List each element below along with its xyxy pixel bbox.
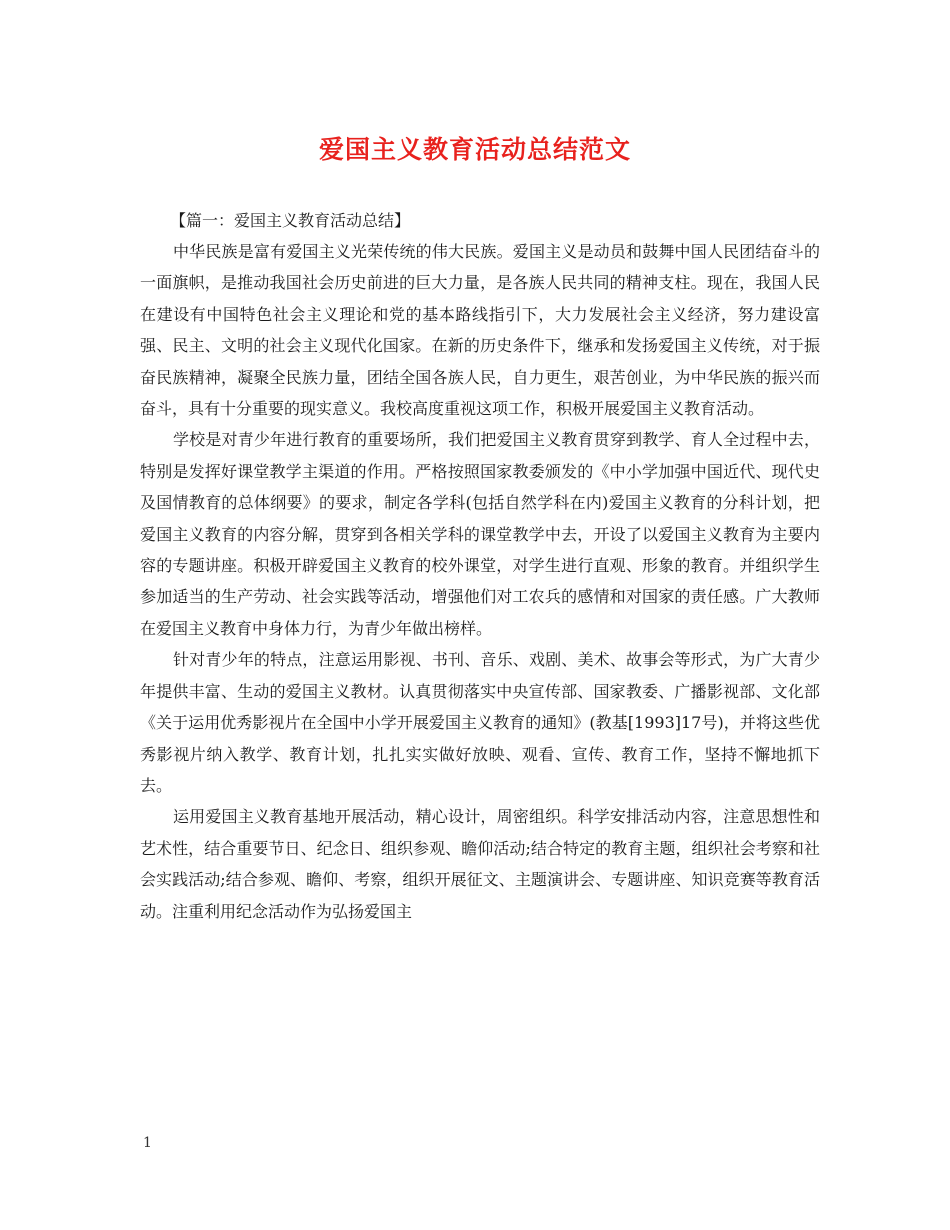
document-title: 爱国主义教育活动总结范文: [318, 135, 631, 164]
paragraph-2: 学校是对青少年进行教育的重要场所，我们把爱国主义教育贯穿到教学、育人全过程中去，特别是发挥好课堂教学主渠道的作用。严格按照国家教委颁发的《中小学加强中国近代、现代史及国情教育的总体纲要》的要求，制定各学科(包括自然学科在内)爱国主义教育的分科计划，把爱国主义教育的内容分解，贯穿到各相关学科的课堂教学中去，开设了以爱国主义教育为主要内容的专题讲座。积极开辟爱国主义教育的校外课堂，对学生进行直观、形象的教育。并组织学生参加适当的生产劳动、社会实践等活动，增强他们对工农兵的感情和对国家的责任感。广大教师在爱国主义教育中身体力行，为青少年做出榜样。: [140, 430, 820, 638]
paragraph-3: 针对青少年的特点，注意运用影视、书刊、音乐、戏剧、美术、故事会等形式，为广大青少年提供丰富、生动的爱国主义教材。认真贯彻落实中央宣传部、国家教委、广播影视部、文化部《关于运用优秀影视片在全国中小学开展爱国主义教育的通知》(教基[1993]17号)，并将这些优秀影视片纳入教学、教育计划，扎扎实实做好放映、观看、宣传、教育工作，坚持不懈地抓下去。: [140, 650, 820, 795]
section-heading: 【篇一：爱国主义教育活动总结】: [170, 211, 411, 230]
document-body: [140, 205, 820, 927]
paragraph-1: 中华民族是富有爱国主义光荣传统的伟大民族。爱国主义是动员和鼓舞中国人民团结奋斗的一面旗帜，是推动我国社会历史前进的巨大力量，是各族人民共同的精神支柱。现在，我国人民在建设有中国特色社会主义理论和党的基本路线指引下，大力发展社会主义经济，努力建设富强、民主、文明的社会主义现代化国家。在新的历史条件下，继承和发扬爱国主义传统，对于振奋民族精神，凝聚全民族力量，团结全国各族人民，自力更生，艰苦创业，为中华民族的振兴而奋斗，具有十分重要的现实意义。我校高度重视这项工作，积极开展爱国主义教育活动。: [140, 242, 820, 419]
page-number: 1: [143, 1135, 152, 1151]
paragraph-4: 运用爱国主义教育基地开展活动，精心设计，周密组织。科学安排活动内容，注意思想性和艺术性，结合重要节日、纪念日、组织参观、瞻仰活动;结合特定的教育主题，组织社会考察和社会实践活动;结合参观、瞻仰、考察，组织开展征文、主题演讲会、专题讲座、知识竞赛等教育活动。注重利用纪念活动作为弘扬爱国主: [140, 807, 820, 921]
